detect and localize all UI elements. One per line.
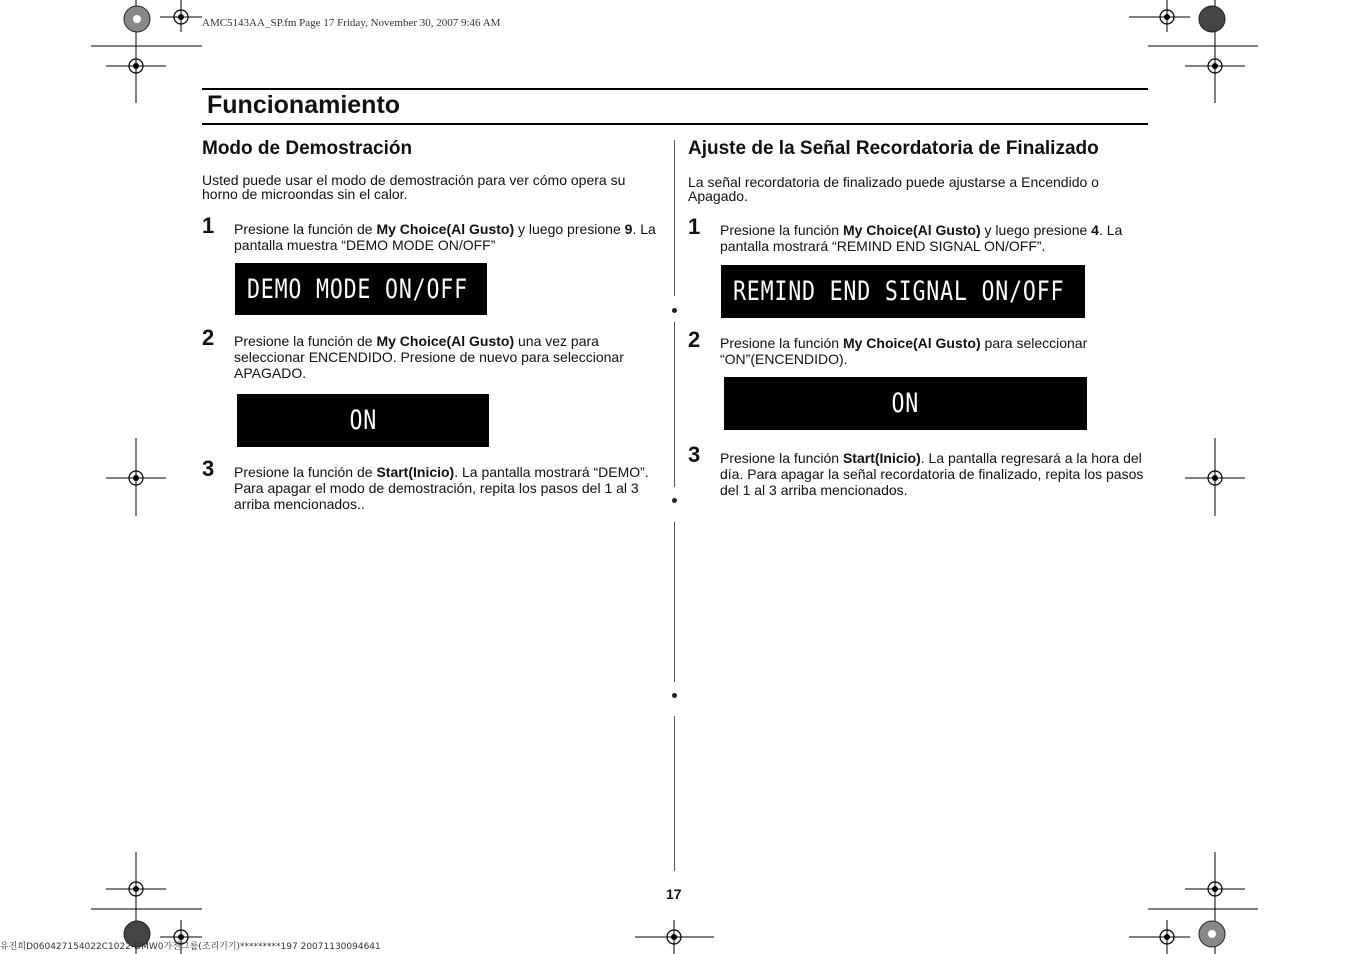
remind-signal-title: Ajuste de la Señal Recordatoria de Finalizado bbox=[688, 138, 1099, 159]
step-text-part: una vez para seleccionar ENCENDIDO. Presione de nuevo para seleccionar APAGADO. bbox=[234, 333, 624, 381]
lcd-display bbox=[724, 377, 1087, 430]
step-text-part: Presione la función bbox=[720, 335, 843, 351]
divider-dot bbox=[672, 693, 677, 698]
function-name: Start(Inicio) bbox=[842, 450, 921, 466]
step-text-part: . La pantalla mostrará “REMIND END SIGNAL ON/OFF”. bbox=[720, 222, 1123, 254]
divider-dot bbox=[672, 308, 677, 313]
demo-mode-intro: Usted puede usar el modo de demostración para ver cómo opera su horno de microondas sin el calor. bbox=[202, 172, 626, 202]
lcd-display bbox=[721, 265, 1085, 318]
function-name: Start(Inicio) bbox=[376, 464, 455, 480]
function-name: My Choice(Al Gusto) bbox=[376, 221, 515, 237]
step-text bbox=[234, 333, 654, 381]
page-title: Funcionamiento bbox=[207, 91, 401, 119]
step-text bbox=[720, 450, 1145, 498]
divider-dot bbox=[672, 498, 677, 503]
step-text-part: . La pantalla regresará a la hora del día. Para apagar la señal recordatoria de finalizado, repita los pasos del 1 al 3 arriba mencionados. bbox=[720, 450, 1144, 498]
step-number: 2 bbox=[202, 325, 215, 350]
lcd-text: ON bbox=[891, 388, 920, 419]
demo-mode-title: Modo de Demostración bbox=[202, 138, 413, 159]
function-name: My Choice(Al Gusto) bbox=[842, 222, 981, 238]
page-number: 17 bbox=[666, 886, 682, 902]
column-divider bbox=[674, 322, 675, 487]
lcd-text: ON bbox=[349, 405, 377, 436]
step-text bbox=[234, 464, 662, 512]
step-text-part: y luego presione bbox=[980, 222, 1092, 238]
column-divider bbox=[674, 716, 675, 871]
step-text-part: Presione la función bbox=[720, 222, 843, 238]
key-number: 9 bbox=[624, 221, 633, 237]
function-name: My Choice(Al Gusto) bbox=[842, 335, 981, 351]
step-text-part: Presione la función de bbox=[234, 464, 377, 480]
remind-signal-intro: La señal recordatoria de finalizado puede ajustarse a Encendido o Apagado. bbox=[688, 174, 1099, 204]
column-divider bbox=[674, 522, 675, 682]
key-number: 4 bbox=[1091, 222, 1099, 238]
title-bottom-rule bbox=[202, 123, 1148, 125]
lcd-text: REMIND END SIGNAL ON/OFF bbox=[733, 276, 1065, 307]
step-text-part: Presione la función de bbox=[234, 333, 377, 349]
step-text bbox=[234, 221, 659, 253]
step-text-part: . La pantalla mostrará “DEMO”. Para apagar el modo de demostración, repita los pasos del 1 al 3 arriba mencionados.. bbox=[234, 464, 649, 512]
function-name: My Choice(Al Gusto) bbox=[376, 333, 515, 349]
step-text-part: Presione la función bbox=[720, 450, 843, 466]
column-divider bbox=[674, 140, 675, 296]
lcd-display bbox=[235, 263, 487, 315]
step-text-part: Presione la función de bbox=[234, 221, 377, 237]
step-text bbox=[720, 335, 1140, 367]
step-text-part: . La pantalla muestra “DEMO MODE ON/OFF” bbox=[234, 221, 656, 253]
lcd-text: DEMO MODE ON/OFF bbox=[247, 273, 468, 305]
step-text-part: y luego presione bbox=[514, 221, 625, 237]
step-number: 3 bbox=[202, 456, 215, 481]
step-number: 3 bbox=[688, 442, 701, 467]
step-number: 1 bbox=[202, 213, 215, 238]
lcd-display bbox=[237, 394, 489, 447]
step-number: 2 bbox=[688, 327, 701, 352]
step-text bbox=[720, 222, 1145, 254]
step-number: 1 bbox=[688, 214, 701, 239]
file-footer: 유진희D060427154022C1022-DMW0가전그룹(조리기기)*********197 20071130094641 bbox=[0, 942, 381, 952]
file-header: AMC5143AA_SP.fm Page 17 Friday, November 30, 2007 9:46 AM bbox=[202, 17, 501, 29]
step-text-part: para seleccionar “ON”(ENCENDIDO). bbox=[720, 335, 1088, 367]
